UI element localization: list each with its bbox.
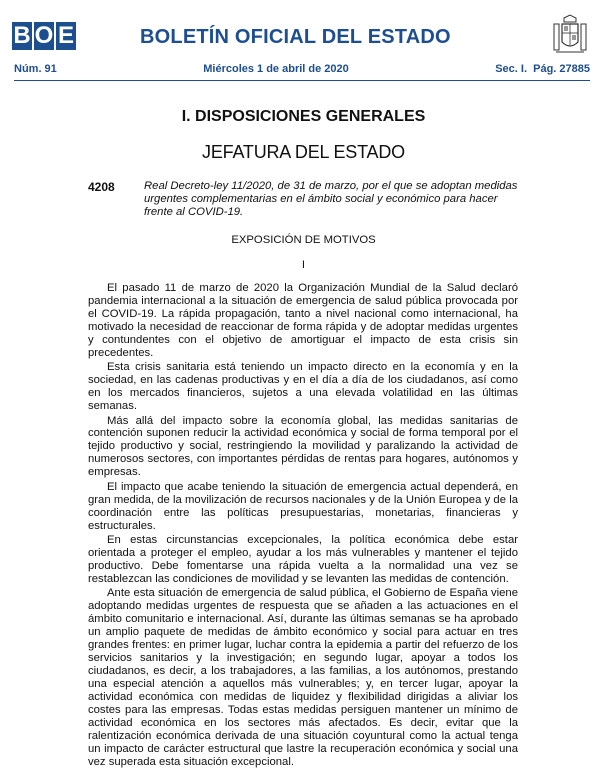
paragraph: El pasado 11 de marzo de 2020 la Organización Mundial de la Salud declaró pandemia internacional a la situación de emergencia de salud pública provocada por el COVID-19. La rápida propagación, tanto a nivel nacional como internacional, ha motivado la necesidad de reaccionar de forma rápida y de adoptar medidas urgentes y contundentes con el objetivo de amortiguar el impacto de esta crisis sin precedentes. [88, 282, 518, 359]
paragraph: Ante esta situación de emergencia de salud pública, el Gobierno de España viene adoptando medidas urgentes de respuesta que se añaden a las actuaciones en el ámbito comunitario e internacional. Así, durante las últimas semanas se ha aprobado un amplio paquete de medidas de ámbito económico y social para actuar en tres grandes frentes: en primer lugar, luchar contra la epidemia a partir del refuerzo de los servicios sanitarios y la investigación; en segundo lugar, apoyar a todos los ciudadanos, es decir, a los trabajadores, a las familias, a los autónomos, prestando una especial atención a aquellos más vulnerables; y, en tercer lugar, apoyar la actividad económica con medidas de liquidez y flexibilidad dirigidas a aliviar los costes para las empresas. Todas estas medidas persiguen mantener un mínimo de actividad económica en los sectores más afectados. Es decir, evitar que la ralentización económica derivada de una situación coyuntural como la actual tenga un impacto de carácter estructural que lastre la recuperación económica y social una vez superada esta situación excepcional. [88, 587, 518, 768]
spanish-coat-of-arms-icon [552, 14, 588, 56]
body-text [88, 282, 518, 770]
boe-logo-letter-o: O [34, 22, 54, 49]
boe-logo-letter-e: E [57, 22, 74, 49]
section-label: Sec. I. [495, 63, 527, 75]
paragraph: En estas circunstancias excepcionales, la política económica debe estar orientada a proteger el empleo, ayudar a los más vulnerables y mantener el tejido productivo. Debe fomentarse una rápida vuelta a la normalidad una vez se restablezcan las condiciones de movilidad y se levanten las medidas de contención. [88, 534, 518, 585]
page-label: Pág. 27885 [533, 63, 590, 75]
issue-date: Miércoles 1 de abril de 2020 [203, 63, 349, 75]
document-number: 4208 [88, 180, 115, 194]
paragraph: Esta crisis sanitaria está teniendo un impacto directo en la economía y en la sociedad, en las cadenas productivas y en el día a día de los ciudadanos, así como en los mercados financieros, sujetos a una elevada volatilidad en las últimas semanas. [88, 361, 518, 413]
section-title: I. DISPOSICIONES GENERALES [181, 108, 426, 125]
issue-number: Núm. 91 [14, 63, 57, 75]
organization-title: JEFATURA DEL ESTADO [202, 142, 405, 162]
paragraph: El impacto que acabe teniendo la situación de emergencia actual dependerá, en gran medida, de la movilización de recursos nacionales y de la Unión Europea y de la coordinación entre las políticas presupuestarias, monetarias, financieras y estructurales. [88, 480, 518, 532]
page-header [0, 0, 607, 62]
exposition-heading: EXPOSICIÓN DE MOTIVOS [231, 234, 376, 246]
part-numeral: I [301, 259, 306, 271]
gazette-title: BOLETÍN OFICIAL DEL ESTADO [140, 26, 451, 48]
document-summary: Real Decreto-ley 11/2020, de 31 de marzo, por el que se adoptan medidas urgentes complementarias en el ámbito social y económico para hacer frente al COVID-19. [144, 180, 518, 218]
section-and-page [495, 63, 590, 75]
boe-logo-letter-b: B [13, 22, 31, 49]
header-rule [14, 80, 590, 81]
paragraph: Más allá del impacto sobre la economía global, las medidas sanitarias de contención suponen reducir la actividad económica y social de forma temporal por el tejido productivo y social, restringiendo la movilidad y paralizando la actividad de numerosos sectores, con importantes pérdidas de rentas para hogares, autónomos y empresas. [88, 414, 518, 479]
issue-meta-line [14, 63, 590, 75]
boe-logo [12, 22, 76, 50]
